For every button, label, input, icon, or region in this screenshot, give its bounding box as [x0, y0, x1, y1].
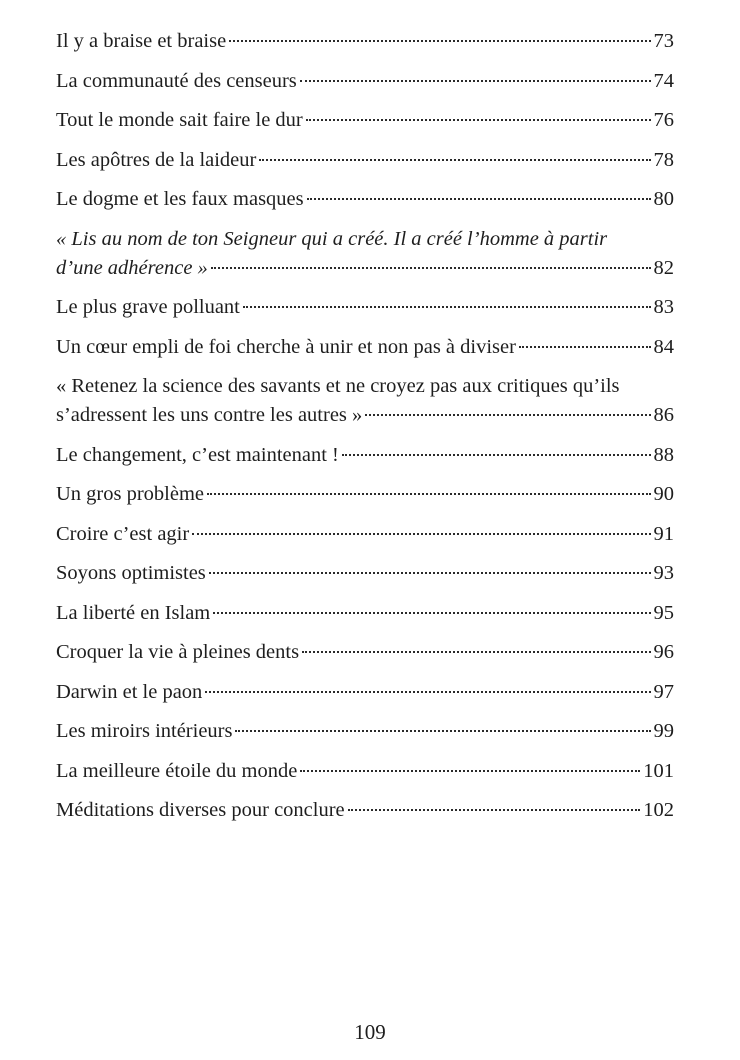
toc-entry-title: Le plus grave polluant	[56, 296, 240, 318]
dot-leader	[207, 493, 650, 495]
toc-entry-title: La liberté en Islam	[56, 601, 211, 624]
toc-entry-title: La communauté des censeurs	[56, 69, 297, 92]
dot-leader	[342, 454, 651, 456]
toc-entry-title: Les apôtres de la laideur	[56, 148, 257, 171]
dot-leader	[213, 612, 650, 614]
table-of-contents	[56, 27, 674, 836]
toc-entry-page: 86	[653, 404, 674, 426]
toc-entry-title-line1: « Lis au nom de ton Seigneur qui a créé. Il a créé l’homme à partir	[56, 227, 608, 250]
toc-entry-title-line2: s’adressent les uns contre les autres »	[56, 404, 363, 426]
toc-entry-title: Croire c’est agir	[56, 522, 190, 545]
toc-entry	[56, 678, 674, 707]
toc-entry-page: 95	[653, 601, 674, 624]
toc-entry-title: Méditations diverses pour conclure	[56, 799, 345, 821]
toc-entry	[56, 372, 674, 430]
toc-entry-page: 102	[643, 799, 674, 821]
toc-entry	[56, 796, 674, 825]
toc-entry-page: 96	[653, 641, 674, 663]
toc-entry-title: Le changement, c’est maintenant !	[56, 443, 339, 466]
dot-leader	[229, 40, 650, 42]
toc-entry-page: 73	[653, 30, 674, 52]
toc-entry-title: Le dogme et les faux masques	[56, 188, 304, 210]
dot-leader	[235, 730, 650, 732]
toc-entry-page: 84	[653, 335, 674, 358]
toc-entry-page: 88	[653, 443, 674, 466]
toc-entry-page: 91	[653, 522, 674, 545]
dot-leader	[243, 306, 651, 308]
toc-entry-page: 74	[653, 69, 674, 92]
dot-leader	[348, 809, 641, 811]
toc-entry-title: Il y a braise et braise	[56, 30, 227, 52]
toc-entry	[56, 67, 674, 96]
toc-entry-title: Croquer la vie à pleines dents	[56, 641, 300, 663]
dot-leader	[307, 198, 651, 200]
toc-entry	[56, 185, 674, 214]
toc-entry-page: 78	[653, 148, 674, 171]
toc-entry	[56, 293, 674, 322]
toc-entry	[56, 599, 674, 628]
toc-entry	[56, 480, 674, 509]
toc-entry-page: 80	[653, 188, 674, 210]
toc-entry	[56, 757, 674, 786]
toc-entry	[56, 441, 674, 470]
toc-entry	[56, 225, 674, 283]
toc-entry	[56, 333, 674, 362]
toc-entry-title: Darwin et le paon	[56, 680, 203, 703]
toc-entry-page: 82	[653, 256, 674, 279]
toc-entry-title-line1: « Retenez la science des savants et ne croyez pas aux critiques qu’ils	[56, 375, 620, 397]
dot-leader	[300, 80, 651, 82]
toc-entry-title: Un gros problème	[56, 483, 205, 505]
dot-leader	[302, 651, 650, 653]
dot-leader	[259, 159, 650, 161]
toc-entry-page: 76	[653, 109, 674, 131]
toc-entry	[56, 146, 674, 175]
toc-entry-page: 97	[653, 680, 674, 703]
toc-entry-page: 83	[653, 296, 674, 318]
toc-entry-title-line2: d’une adhérence »	[56, 256, 208, 279]
dot-leader	[192, 533, 650, 535]
toc-entry	[56, 638, 674, 667]
toc-entry-page: 90	[653, 483, 674, 505]
toc-entry-title: Un cœur empli de foi cherche à unir et non pas à diviser	[56, 335, 516, 358]
dot-leader	[300, 770, 640, 772]
toc-entry-page: 93	[653, 562, 674, 584]
dot-leader	[365, 414, 650, 416]
dot-leader	[211, 267, 651, 269]
dot-leader	[519, 346, 651, 348]
toc-entry-page: 101	[643, 759, 674, 782]
toc-entry	[56, 559, 674, 588]
toc-entry-title: Les miroirs intérieurs	[56, 720, 233, 742]
toc-entry	[56, 106, 674, 135]
toc-entry	[56, 520, 674, 549]
toc-entry-title: Soyons optimistes	[56, 562, 206, 584]
dot-leader	[205, 691, 650, 693]
toc-entry-page: 99	[653, 720, 674, 742]
dot-leader	[306, 119, 651, 121]
dot-leader	[209, 572, 651, 574]
toc-entry	[56, 27, 674, 56]
toc-entry-title: La meilleure étoile du monde	[56, 759, 298, 782]
toc-entry	[56, 717, 674, 746]
page-number: 109	[354, 1020, 386, 1044]
toc-entry-title: Tout le monde sait faire le dur	[56, 109, 303, 131]
